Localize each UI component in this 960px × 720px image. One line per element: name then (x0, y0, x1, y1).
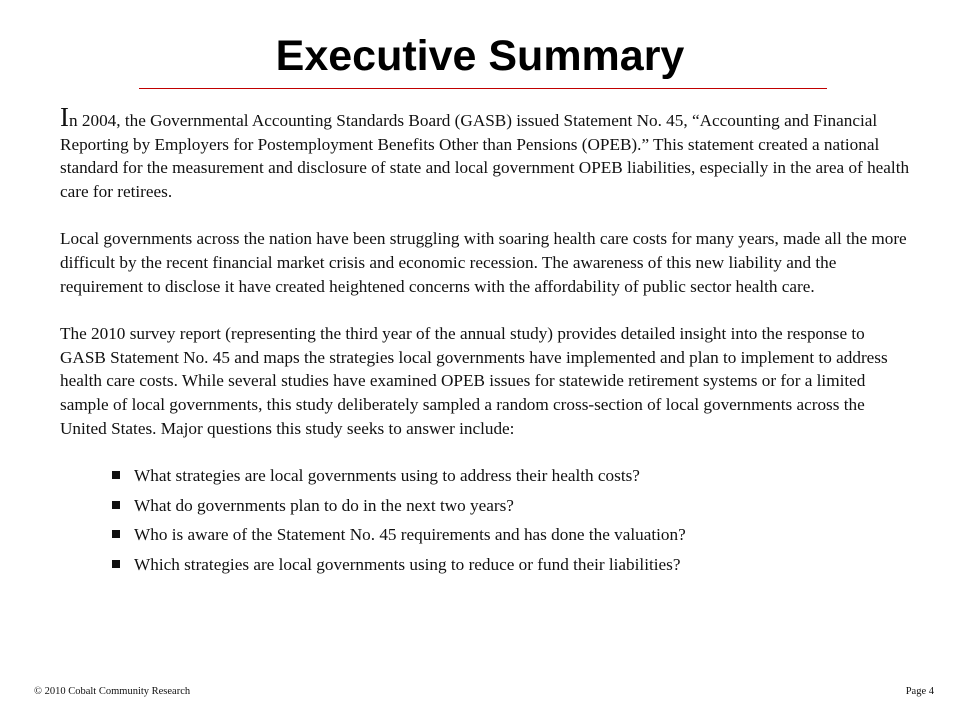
question-list (60, 464, 910, 576)
list-item (110, 553, 910, 577)
list-item-text: Which strategies are local governments using to reduce or fund their liabilities? (134, 554, 681, 574)
intro-paragraph-text: n 2004, the Governmental Accounting Standards Board (GASB) issued Statement No. 45, “Accounting and Financial Reporting by Employers for Postemployment Benefits Other than Pensions (OPEB).” This statement created a national standard for the measurement and disclosure of state and local government OPEB liabilities, especially in the area of health care for retirees. (60, 111, 910, 201)
footer-copyright: © 2010 Cobalt Community Research (34, 686, 191, 697)
list-item-text: What strategies are local governments using to address their health costs? (134, 466, 640, 486)
list-item-text: What do governments plan to do in the next two years? (134, 495, 514, 515)
intro-paragraph (60, 102, 910, 203)
study-paragraph: The 2010 survey report (representing the third year of the annual study) provides detailed insight into the response to GASB Statement No. 45 and maps the strategies local governments have implemented and plan to implement to address health care costs. While several studies have examined OPEB issues for statewide retirement systems or for a limited sample of local governments, this study deliberately sampled a random cross-section of local governments across the United States. Major questions this study seeks to answer include: (60, 324, 888, 438)
list-item (110, 523, 910, 547)
list-item-text: Who is aware of the Statement No. 45 requirements and has done the valuation? (134, 525, 686, 545)
square-bullet-icon (112, 530, 120, 538)
context-paragraph: Local governments across the nation have been struggling with soaring health care costs for many years, made all the more difficult by the recent financial market crisis and economic recession. The awareness of this new liability and the requirement to disclose it have created heightened concerns with the affordability of public sector health care. (60, 229, 907, 296)
list-item (110, 464, 910, 488)
square-bullet-icon (112, 560, 120, 568)
main-content (60, 102, 910, 583)
square-bullet-icon (112, 501, 120, 509)
footer-page-number: Page 4 (905, 686, 934, 697)
list-item (110, 494, 910, 518)
square-bullet-icon (112, 471, 120, 479)
page-title: Executive Summary (275, 32, 685, 80)
drop-cap: I (60, 102, 69, 132)
title-divider (139, 88, 827, 89)
